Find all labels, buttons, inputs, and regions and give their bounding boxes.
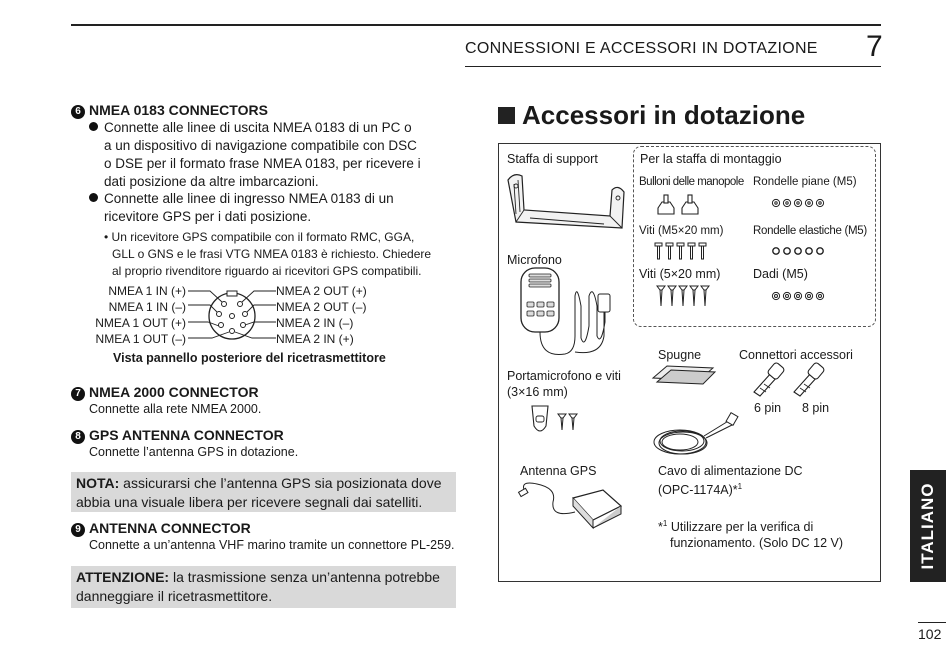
connector-8pin-label: 8 pin [802,401,830,415]
section-number: 7 [71,387,85,401]
section-9-text: Connette a un’antenna VHF marino tramite un connettore PL-259. [89,538,455,552]
connectors-label: Connettori accessori [739,348,853,362]
screws-5x20-label: Viti (5×20 mm) [639,267,721,281]
section-number: 8 [71,430,85,444]
warning-box: ATTENZIONE: la trasmissione senza un’antenna potrebbe danneggiare il ricetrasmettitore. [71,566,456,608]
section-6-bullet-1: Connette alle linee di uscita NMEA 0183 di un PC o a un dispositivo di navigazione compatibile con DSC o DSE per il formato frase NMEA 0183, per ricevere i dati posizione da altre imbarcazioni. [89,119,421,191]
connector-6pin-label: 6 pin [754,401,782,415]
bracket-label: Staffa di support [507,152,598,166]
accessories-title: Accessori in dotazione [498,100,805,131]
section-9-title: 9 ANTENNA CONNECTOR [71,520,251,537]
section-7-title: 7 NMEA 2000 CONNECTOR [71,384,259,401]
microphone-label: Microfono [507,253,562,267]
top-rule [71,24,881,26]
nuts-icon [771,291,825,301]
page-number: 102 [918,626,942,642]
microphone-icon [515,266,625,366]
dc-cable-icon [650,412,740,460]
chapter-number: 7 [866,30,883,63]
footnote: *$^1$ Utilizzare per la verifica di funzionamento. (Solo DC 12 V) [658,519,844,551]
flat-washers-icon [771,198,825,208]
section-number: 9 [71,523,85,537]
section-7-text: Connette alla rete NMEA 2000. [89,402,262,416]
spring-washers-label: Rondelle elastiche (M5) [753,225,867,237]
square-bullet-icon [498,107,515,124]
dc-cable-label: Cavo di alimentazione DC (OPC-1174A)*$^1$ [658,464,803,498]
mic-hanger-label: Portamicrofono e viti (3×16 mm) [507,369,621,399]
nuts-label: Dadi (M5) [753,267,808,281]
nmea-connector-diagram [186,282,278,350]
tapping-screws-icon [656,285,712,307]
spring-washers-icon [771,246,825,256]
nmea-diagram-right-labels: NMEA 2 OUT (+) NMEA 2 OUT (–) NMEA 2 IN (–) NMEA 2 IN (+) [276,284,367,346]
section-6-title: 6 NMEA 0183 CONNECTORS [71,102,268,119]
footer-rule [918,622,946,623]
nmea-diagram-left-labels: NMEA 1 IN (+) NMEA 1 IN (–) NMEA 1 OUT (+) NMEA 1 OUT (–) [95,284,186,346]
section-8-title: 8 GPS ANTENNA CONNECTOR [71,427,284,444]
mic-hanger-icon [528,404,584,436]
diagram-caption: Vista pannello posteriore del ricetrasmettitore [113,351,386,365]
note-box: NOTA: assicurarsi che l’antenna GPS sia posizionata dove abbia una visuale libera per ricevere segnali dai satelliti. [71,472,456,512]
bullet-icon [89,122,98,131]
sponges-label: Spugne [658,348,702,362]
bullet-icon [89,193,98,202]
gps-antenna-label: Antenna GPS [520,464,597,478]
screws-m5-icon [654,242,710,260]
section-6-subnote: • Un ricevitore GPS compatibile con il formato RMC, GGA, GLL o GNS e le frasi VTG NMEA 0183 è richiesto. Chiedere al proprio rivenditore riguardo ai ricevitori GPS compatibili. [104,230,432,278]
mounting-bracket-icon [500,170,628,238]
flat-washers-label: Rondelle piane (M5) [753,176,857,188]
gps-antenna-icon [517,478,627,530]
screws-m5-label: Viti (M5×20 mm) [639,225,724,237]
section-6-bullet-2: Connette alle linee di ingresso NMEA 0183 di un ricevitore GPS per i dati posizione. [89,190,394,226]
section-8-text: Connette l’antenna GPS in dotazione. [89,445,299,459]
bracket-kit-label: Per la staffa di montaggio [640,152,782,166]
knob-bolts-icon [656,194,702,216]
accessory-connectors-icon [752,362,832,396]
language-tab: ITALIANO [910,470,946,582]
chapter-title: CONNESSIONI E ACCESSORI IN DOTAZIONE [465,40,818,57]
header-rule [465,66,881,67]
sponges-icon [651,362,717,386]
section-number: 6 [71,105,85,119]
knob-bolts-label: Bulloni delle manopole [639,176,744,188]
